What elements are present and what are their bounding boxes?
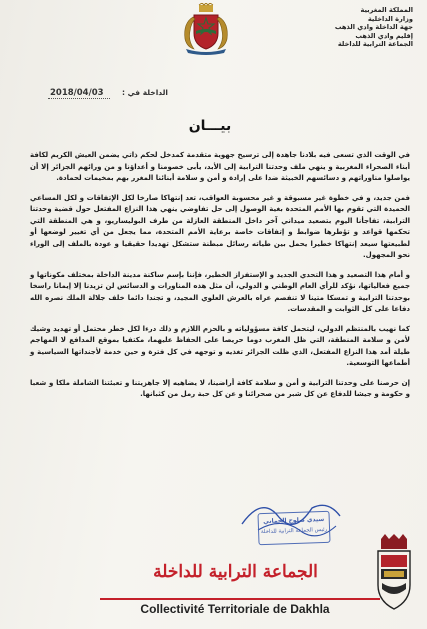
letterhead	[263, 6, 413, 49]
date-row	[48, 88, 168, 102]
letterhead-line-province: إقليم وادي الذهب	[355, 31, 413, 40]
official-stamp	[257, 511, 330, 545]
moroccan-coat-of-arms-icon	[176, 3, 236, 55]
letterhead-line-commune: الجماعة الترابية للداخلة	[337, 40, 413, 49]
paragraph-4: كما نهيب بالمنتظم الدولي، ليتحمل كافة مسؤولياته و بالحزم اللازم و ذلك درءا لكل خطر محتمل أو تهديد وشيك لأمن و سلامة المنطقة، التي ظل المغرب دوما حريصا على الحفاظ عليهما، مكتفيا بموقع المدافع لا المهاجم طيلة أمد هذا النزاع المفتعل، الذي ظلت الجزائر تغذيه و توجهه في كل فترة و حين خدمة لأجنداتها السياسية و أطماعها التوسعية.	[30, 324, 410, 367]
footer-divider	[100, 598, 380, 600]
paragraph-3: و أمام هذا التصعيد و هذا التحدي الجديد و الإستفزاز الخطير، فإننا بإسم ساكنة مدينة الداخلة بمختلف مكوناتها و جميع فعالياتها، نؤكد للرأي العام الوطني و الدولي، أن مثل هذه المناورات و الدسائس لن تزيدنا إلا إيمانا راسخا بوحدتنا الترابية و تمسكا متينا لا تنفصم عراه بالعرش العلوي المجيد، و تجندا دائما خلف جلالة الملك نصره الله دفاعا على كل الثوابت و المقدسات.	[30, 270, 410, 313]
document-title: بيـــان	[188, 118, 232, 134]
stamp-role: رئيس الجماعة الترابية للداخلة	[260, 526, 328, 536]
paragraph-2: فمن جديد، و في خطوة غير مسبوقة و غير محسوبة العواقب، تعد إنتهاكا صارخا لكل الإتفاقات و لكل المساعي الحميدة التي تقوم بها الأمم المتحدة بغية الوصول إلى حل تفاوضي ينهي هذا النزاع المفتعل حول قضية وحدتنا الترابية، تفاجأنا اليوم بتصعيد ميداني آخر داخل المنطقة العازلة من طرف البوليساريو، و هي المنطقة التي تحكمها قواعد و تؤطرها ضوابط و إتفاقات خاصة برعاية الأمم المتحدة، مما يجعل من أي تغيير لوضعها أو لطبيعتها سيعد إنتهاكا خطيرا يحمل بين طياته رسائل مبطنة ستشكل تهديدا حقيقيا و عودة بالملف إلى الوراء نحو المجهول.	[30, 193, 410, 259]
date-label: الداخلة في :	[121, 88, 168, 97]
statement-body	[30, 150, 410, 409]
letterhead-line-kingdom: المملكة المغربية	[360, 6, 413, 14]
stamp-name: سيدي صلوح الجماني	[263, 515, 325, 526]
paragraph-5: إن حرصنا على وحدتنا الترابية و أمن و سلامة كافة أراضينا، لا يضاهيه إلا جاهزيتنا و تعبئتنا الشاملة ملكا و شعبا و حكومة و جيشا للدفاع عن كل شبر من صحرائنا و عن كل حبة رمل من كثبانها.	[30, 378, 410, 398]
footer-arabic-name: الجماعة الترابية للداخلة	[153, 562, 318, 582]
dakhla-crest-icon	[373, 533, 415, 613]
letterhead-line-region: جهة الداخلة وادي الذهب	[334, 23, 413, 32]
letterhead-line-ministry: وزارة الداخلية	[367, 14, 413, 23]
date-value: 2018/04/03	[48, 88, 110, 99]
paragraph-1: في الوقت الذي تسعى فيه بلادنا جاهدة إلى ترسيخ جهوية متقدمة كمدخل لحكم ذاتي يضمن العيش الكريم لكافة أبناء الصحراء المغربية و ينهي ملف وحدتنا الترابية إلى الأبد، يأبى خصومنا و أعداؤنا و من ورائهم الجزائر إلا أن يواصلوا مناوراتهم و دسائسهم الخبيثة ضدا على إرادة و أمن و سلامة أبنائنا المغرر بهم بمخيمات لحمادة.	[30, 151, 410, 182]
footer-french-name: Collectivité Territoriale de Dakhla	[140, 602, 330, 616]
